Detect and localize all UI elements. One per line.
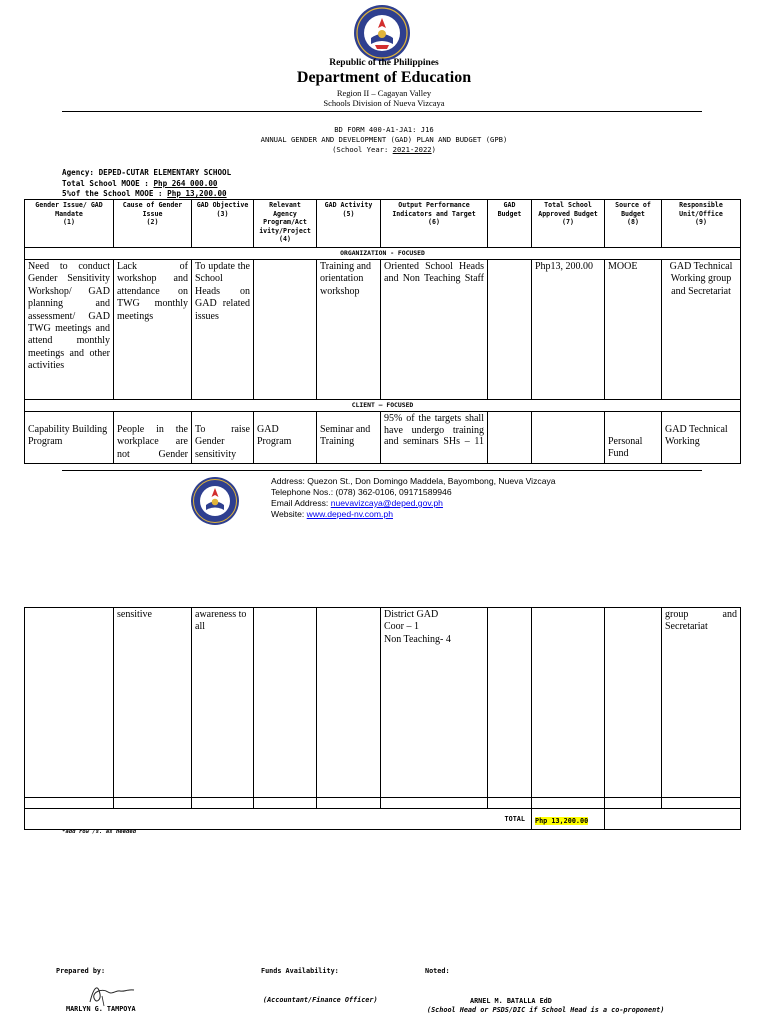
- deped-seal-icon: [190, 476, 240, 526]
- gender-issue-cell: [25, 608, 114, 798]
- gad-budget-cell: [488, 608, 532, 798]
- activity-cell: [317, 608, 381, 798]
- footer-email: [271, 498, 443, 508]
- header-cell: GAD Activity (5): [317, 200, 381, 248]
- noted-title: (School Head or PSDS/DIC if School Head is a co-proponent): [427, 1006, 665, 1014]
- responsible-cell: GAD Technical Working: [662, 412, 741, 464]
- header-cell: Output Performance Indicators and Target (6): [381, 200, 488, 248]
- source-cell: MOOE: [605, 260, 662, 400]
- header-cell: GAD Budget: [488, 200, 532, 248]
- cause-cell: People in the workplace are not Gender: [114, 412, 192, 464]
- gpb-table-continued: [24, 607, 741, 830]
- total-label: TOTAL: [25, 809, 532, 830]
- header-cell: Gender Issue/ GAD Mandate (1): [25, 200, 114, 248]
- department-title: Department of Education: [296, 69, 472, 86]
- header-cell: GAD Objective (3): [192, 200, 254, 248]
- email-link[interactable]: nuevavizcaya@deped.gov.ph: [330, 498, 443, 508]
- total-value-cell: [532, 809, 605, 830]
- prepared-by-name: MARLYN G. TAMPOYA: [66, 1005, 136, 1013]
- output-line: Coor – 1: [384, 621, 419, 633]
- header-divider: [62, 111, 702, 112]
- table-row: [25, 608, 741, 798]
- five-percent-mooe: [62, 189, 227, 198]
- gad-budget-cell: [488, 412, 532, 464]
- empty-cell: [532, 798, 605, 809]
- five-percent-value: Php 13,200.00: [167, 189, 227, 198]
- empty-cell: [254, 798, 317, 809]
- section-row-organization: [25, 248, 741, 260]
- school-year-close: ): [431, 145, 436, 154]
- output-line: Non Teaching- 4: [384, 633, 451, 645]
- program-cell: GAD Program: [254, 412, 317, 464]
- gpb-table: [24, 199, 741, 464]
- gender-issue-cell: Capability Building Program: [25, 412, 114, 464]
- header-cell: Relevant Agency Program/Act ivity/Project (4): [254, 200, 317, 248]
- republic-line: Republic of the Philippines: [329, 58, 439, 68]
- empty-cell: [662, 798, 741, 809]
- footer-divider: [62, 470, 702, 471]
- agency-line: Agency: DEPED-CUTAR ELEMENTARY SCHOOL: [62, 168, 232, 177]
- total-mooe-label: Total School MOOE :: [62, 179, 149, 188]
- empty-cell: [317, 798, 381, 809]
- output-cell: 95% of the targets shall have undergo training and seminars SHs – 11: [381, 412, 488, 464]
- header-cell: Responsible Unit/Office (9): [662, 200, 741, 248]
- approved-budget-cell: [532, 412, 605, 464]
- cause-cell: Lack of workshop and attendance on TWG monthly meetings: [114, 260, 192, 400]
- cause-cell: sensitive: [114, 608, 192, 798]
- prepared-by-label: Prepared by:: [56, 967, 106, 975]
- email-label: Email Address:: [271, 498, 329, 508]
- five-percent-label: 5%of the School MOOE :: [62, 189, 163, 198]
- deped-seal-top: [353, 4, 411, 62]
- header-cell: Source of Budget (8): [605, 200, 662, 248]
- empty-cell: [25, 798, 114, 809]
- total-mooe-value: Php 264 000.00: [153, 179, 218, 188]
- activity-cell: Training and orientation workshop: [317, 260, 381, 400]
- objective-cell: awareness to all: [192, 608, 254, 798]
- website-label: Website:: [271, 509, 305, 519]
- deped-seal-icon: [353, 4, 411, 62]
- approved-budget-cell: [532, 608, 605, 798]
- header-cell: Total School Approved Budget (7): [532, 200, 605, 248]
- source-cell: Personal Fund: [605, 412, 662, 464]
- form-code: BD FORM 400-A1-JA1: J16: [334, 125, 434, 134]
- division-line: Schools Division of Nueva Vizcaya: [323, 98, 445, 108]
- add-row-note: *add row /s. as needed: [62, 829, 137, 835]
- empty-cell: [192, 798, 254, 809]
- deped-seal-footer: [190, 476, 240, 526]
- output-cell: [381, 608, 488, 798]
- funds-availability-name: (Accountant/Finance Officer): [263, 996, 378, 1004]
- total-row: [25, 809, 741, 830]
- funds-availability-label: Funds Availability:: [261, 967, 339, 975]
- noted-name: ARNEL M. BATALLA EdD: [470, 997, 552, 1005]
- total-empty-cell: [605, 809, 741, 830]
- output-cell: Oriented School Heads and Non Teaching Staff: [381, 260, 488, 400]
- empty-cell: [381, 798, 488, 809]
- footer-telephone: Telephone Nos.: (078) 362-0106, 09171589946: [271, 487, 452, 497]
- source-cell: [605, 608, 662, 798]
- program-cell: [254, 260, 317, 400]
- output-line: District GAD: [384, 609, 439, 620]
- website-link[interactable]: www.deped-nv.com.ph: [306, 509, 393, 519]
- signature-image: [82, 980, 142, 1008]
- table-row-empty: [25, 798, 741, 809]
- school-year: [0, 145, 768, 154]
- gad-budget-cell: [488, 260, 532, 400]
- school-year-label: (School Year:: [332, 145, 389, 154]
- school-year-value: 2021-2022: [392, 145, 432, 154]
- table-header-row: [25, 200, 741, 248]
- objective-cell: To raise Gender sensitivity: [192, 412, 254, 464]
- responsible-cell: group and Secretariat: [662, 608, 741, 798]
- noted-label: Noted:: [425, 967, 450, 975]
- program-cell: [254, 608, 317, 798]
- table-row: [25, 412, 741, 464]
- empty-cell: [605, 798, 662, 809]
- total-value: Php 13,200.00: [535, 817, 589, 825]
- total-mooe: [62, 179, 217, 188]
- section-row-client: [25, 400, 741, 412]
- empty-cell: [488, 798, 532, 809]
- header-cell: Cause of Gender Issue (2): [114, 200, 192, 248]
- region-line: Region II – Cagayan Valley: [336, 88, 432, 98]
- responsible-cell: GAD Technical Working group and Secretariat: [662, 260, 741, 400]
- footer-address: Address: Quezon St., Don Domingo Maddela, Bayombong, Nueva Vizcaya: [271, 476, 556, 486]
- approved-budget-cell: Php13, 200.00: [532, 260, 605, 400]
- form-title: ANNUAL GENDER AND DEVELOPMENT (GAD) PLAN AND BUDGET (GPB): [260, 135, 508, 144]
- empty-cell: [114, 798, 192, 809]
- objective-cell: To update the School Heads on GAD related issues: [192, 260, 254, 400]
- table-row: [25, 260, 741, 400]
- activity-cell: Seminar and Training: [317, 412, 381, 464]
- footer-website: [271, 509, 393, 519]
- section-title: ORGANIZATION - FOCUSED: [25, 248, 741, 260]
- section-title: CLIENT – FOCUSED: [25, 400, 741, 412]
- gender-issue-cell: Need to conduct Gender Sensitivity Workshop/ GAD planning and assessment/ GAD TWG meetings and attend monthly meetings and other activities: [25, 260, 114, 400]
